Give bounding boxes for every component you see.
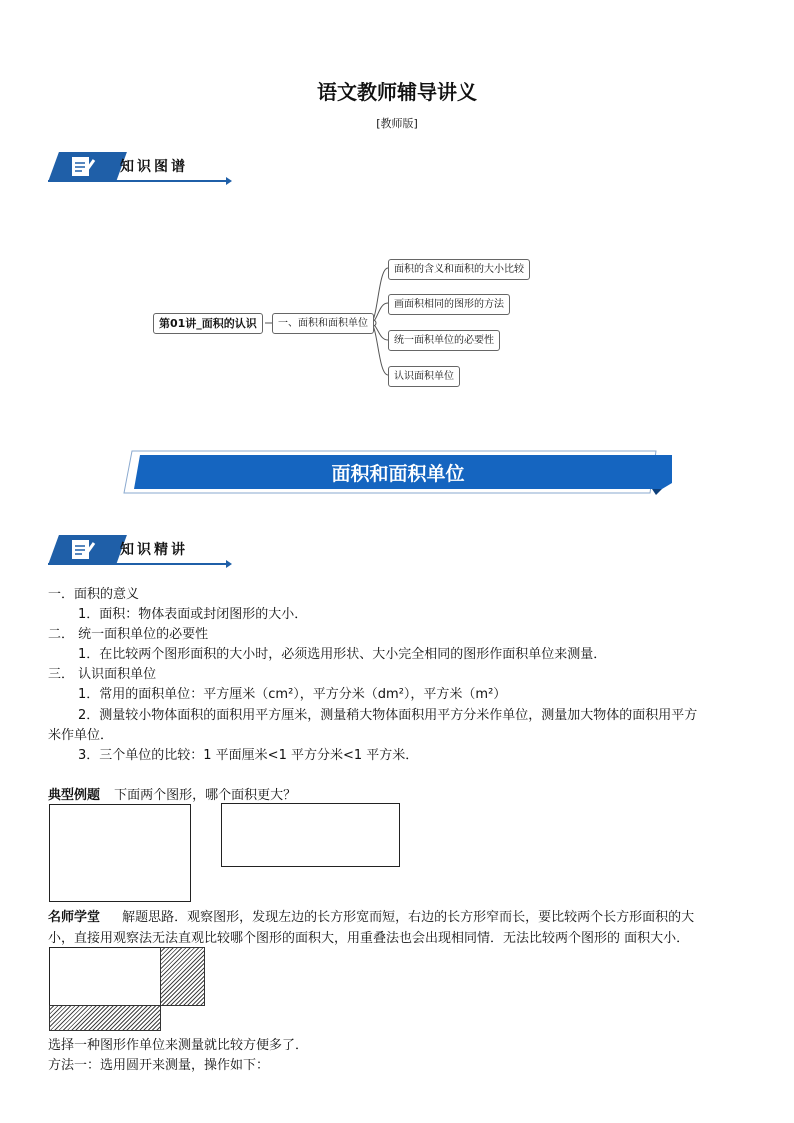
mindmap-leaf: 认识面积单位 — [388, 366, 460, 387]
overlap-white-rect — [49, 947, 161, 1006]
section-header-lecture — [48, 533, 233, 571]
teacher-label: 名师学堂 — [48, 910, 101, 925]
teacher-text: 小，直接用观察法无法直观比较哪个图形的面积大，用重叠法也会出现相同情．无法比较两个图形的 面积大小． — [48, 931, 690, 946]
banner-title: 面积和面积单位 — [331, 463, 465, 485]
mindmap-branch: 一、面积和面积单位 — [272, 313, 374, 334]
mindmap-leaf: 画面积相同的图形的方法 — [388, 294, 510, 315]
section-title-lecture: 知识精讲 — [120, 542, 188, 558]
hatched-region — [49, 1005, 161, 1031]
page-subtitle: [教师版] — [376, 117, 418, 130]
heading-1: 一．面积的意义 — [48, 587, 140, 602]
section-header-map — [48, 150, 233, 188]
example-question: 下面两个图形，哪个面积更大？ — [114, 788, 297, 803]
paragraph: 1．在比较两个图形面积的大小时，必须选用形状、大小完全相同的图形作面积单位来测量． — [78, 647, 607, 662]
paragraph: 3．三个单位的比较：1 平面厘米<1 平方分米<1 平方米． — [78, 748, 419, 763]
mindmap-leaf: 面积的含义和面积的大小比较 — [388, 259, 530, 280]
topic-banner — [122, 449, 674, 495]
mindmap-root: 第01讲_面积的认识 — [153, 313, 263, 334]
paragraph: 米作单位． — [48, 728, 114, 743]
teacher-text: 解题思路．观察图形，发现左边的长方形宽而短，右边的长方形窄而长，要比较两个长方形面积的大 — [122, 910, 695, 925]
page-title: 语文教师辅导讲义 — [317, 80, 477, 104]
paragraph: 选择一种图形作单位来测量就比较方便多了． — [48, 1038, 309, 1053]
notepad-icon — [70, 154, 96, 178]
heading-2: 二． 统一面积单位的必要性 — [48, 627, 209, 642]
paragraph: 1．常用的面积单位：平方厘米（cm²），平方分米（dm²），平方米（m²） — [78, 687, 507, 702]
hatched-region — [160, 947, 205, 1006]
section-title-map: 知识图谱 — [120, 159, 188, 175]
paragraph: 方法一：选用圆开来测量，操作如下： — [48, 1058, 270, 1073]
heading-3: 三． 认识面积单位 — [48, 667, 157, 682]
teacher-line — [48, 908, 694, 928]
notepad-icon — [70, 537, 96, 561]
paragraph: 2．测量较小物体面积的面积用平方厘米，测量稍大物体面积用平方分米作单位，测量加大物体的面积用平方 — [78, 708, 698, 723]
paragraph: 1．面积：物体表面或封闭图形的大小． — [78, 607, 308, 622]
example-label: 典型例题 — [48, 788, 101, 803]
rectangle-long — [221, 803, 400, 867]
rectangle-wide — [49, 804, 191, 902]
mindmap-leaf: 统一面积单位的必要性 — [388, 330, 500, 351]
